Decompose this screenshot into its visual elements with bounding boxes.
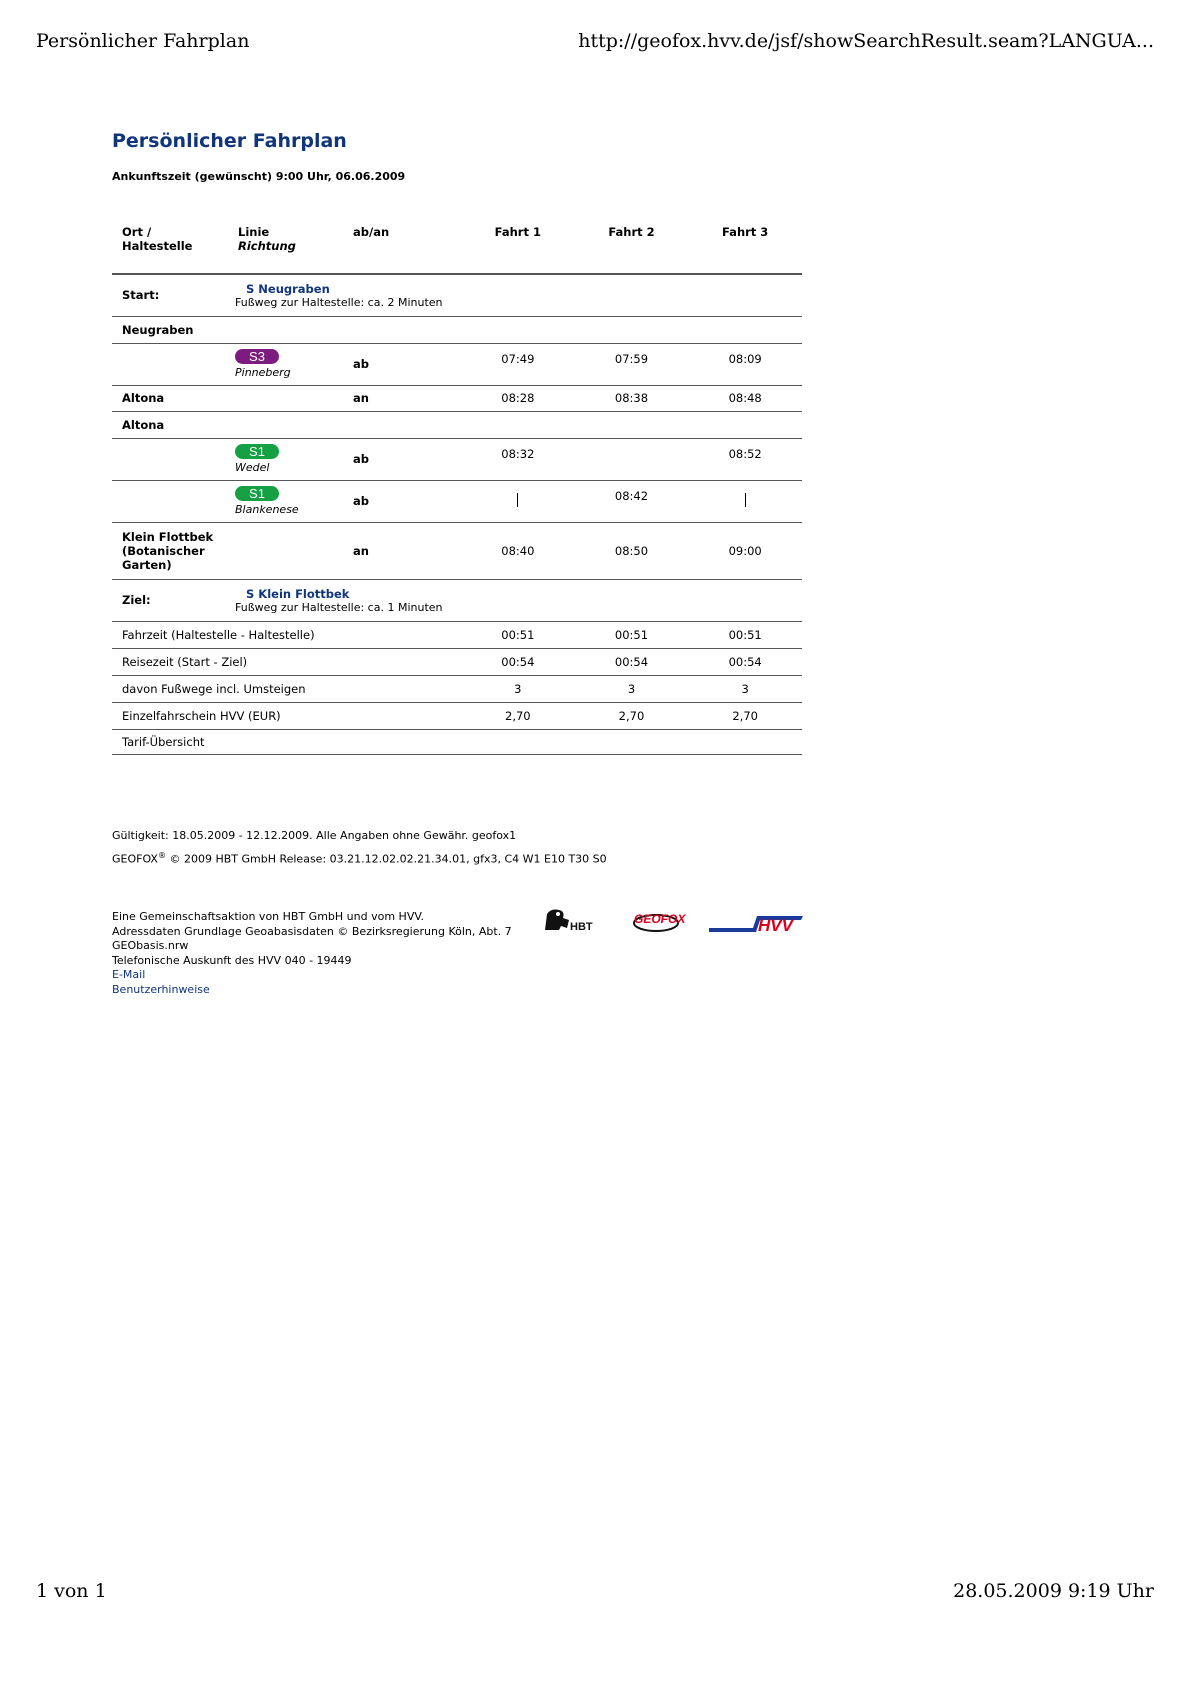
header-row [112, 225, 802, 274]
timetable-content [112, 130, 802, 755]
summary-value: 00:51 [501, 627, 535, 642]
time-cell: 08:52 [728, 446, 762, 461]
start-label: Start: [122, 288, 160, 303]
summary-label: Einzelfahrschein HVV (EUR) [122, 708, 281, 723]
time-cell: 08:50 [614, 543, 649, 558]
ziel-row [112, 579, 802, 621]
summary-row [112, 621, 802, 648]
time-cell: 08:48 [728, 391, 762, 405]
col-fahrt-1: Fahrt 1 [494, 225, 541, 239]
time-cell: 07:49 [501, 351, 535, 366]
aban-label: an [353, 391, 369, 405]
tarif-link[interactable]: Tarif-Übersicht [122, 734, 205, 749]
page-number: 1 von 1 [36, 1580, 107, 1602]
summary-value: 00:51 [728, 627, 762, 642]
hvv-logo-text: HVV [758, 916, 793, 935]
aban-label: ab [353, 357, 369, 371]
stop-name: Klein Flottbek (Botanischer Garten) [122, 529, 214, 572]
summary-label: Reisezeit (Start - Ziel) [122, 654, 248, 669]
partner-logos [543, 906, 803, 936]
ziel-label: Ziel: [122, 593, 151, 607]
time-cell: 09:00 [728, 543, 762, 558]
user-hints-link[interactable]: Benutzerhinweise [112, 982, 210, 996]
stop-name: Altona [122, 391, 165, 405]
email-link[interactable]: E-Mail [112, 968, 146, 981]
timetable [112, 225, 802, 755]
col-aban: ab/an [353, 225, 390, 239]
time-cell: 08:40 [501, 543, 535, 558]
summary-label: davon Fußwege incl. Umsteigen [122, 681, 306, 696]
col-fahrt-3: Fahrt 3 [722, 225, 769, 239]
leg-row [112, 343, 802, 385]
line-badge-s3: S3 [235, 349, 279, 364]
credits-line: Adressdaten Grundlage Geoabasisdaten © Bezirksregierung Köln, Abt. 7 GEObasis.nrw [112, 924, 512, 952]
stop-row [112, 411, 802, 438]
time-cell: 07:59 [614, 351, 649, 366]
leg-row [112, 480, 802, 522]
summary-value: 3 [514, 681, 522, 696]
validity-text: Gültigkeit: 18.05.2009 - 12.12.2009. Alle Angaben ohne Gewähr. geofox1 [112, 829, 517, 842]
direction-label: Wedel [235, 461, 270, 474]
page-title: Persönlicher Fahrplan [112, 130, 347, 152]
credits-line: Telefonische Auskunft des HVV 040 - 19449 [112, 953, 352, 967]
pass-through-marker [688, 480, 802, 522]
arrival-info: Ankunftszeit (gewünscht) 9:00 Uhr, 06.06.2009 [112, 170, 406, 183]
pass-through-marker [461, 480, 575, 522]
hbt-logo [545, 910, 593, 934]
start-walk-info: Fußweg zur Haltestelle: ca. 2 Minuten [235, 295, 443, 309]
credits [112, 910, 532, 997]
summary-label: Fahrzeit (Haltestelle - Haltestelle) [122, 627, 315, 642]
release-text: GEOFOX® © 2009 HBT GmbH Release: 03.21.12.02.02.21.34.01, gfx3, C4 W1 E10 T30 S0 [112, 851, 607, 866]
geofox-logo [634, 912, 686, 931]
hbt-logo-text: HBT [570, 921, 593, 933]
col-fahrt-2: Fahrt 2 [608, 225, 655, 239]
print-url: http://geofox.hvv.de/jsf/showSearchResult.seam?LANGUA... [578, 30, 1154, 52]
summary-value: 2,70 [505, 708, 531, 723]
summary-value: 3 [741, 681, 749, 696]
aban-label: ab [353, 452, 369, 466]
ziel-station-link[interactable]: S Klein Flottbek [246, 586, 350, 601]
hvv-logo [709, 916, 803, 935]
tarif-row [112, 729, 802, 754]
leg-row [112, 438, 802, 480]
time-cell: 08:32 [501, 446, 535, 461]
summary-row [112, 648, 802, 675]
summary-value: 2,70 [732, 708, 758, 723]
start-station-link[interactable]: S Neugraben [246, 281, 330, 296]
time-cell: 08:09 [728, 351, 762, 366]
start-row [112, 274, 802, 316]
ziel-walk-info: Fußweg zur Haltestelle: ca. 1 Minuten [235, 600, 443, 614]
direction-label: Blankenese [235, 503, 299, 516]
arrival-row [112, 385, 802, 411]
summary-value: 00:54 [614, 654, 649, 669]
summary-value: 2,70 [618, 708, 645, 723]
validity-info [112, 826, 607, 870]
summary-value: 00:54 [728, 654, 762, 669]
col-linie: Linie Richtung [238, 225, 296, 253]
line-badge-s1: S1 [235, 444, 279, 459]
summary-value: 3 [627, 681, 636, 696]
print-footer [36, 1580, 1154, 1602]
time-cell: 08:42 [614, 488, 649, 503]
print-datetime: 28.05.2009 9:19 Uhr [953, 1580, 1154, 1602]
time-cell [575, 438, 689, 480]
col-ort: Ort / Haltestelle [122, 225, 193, 253]
print-title: Persönlicher Fahrplan [36, 30, 250, 52]
summary-value: 00:51 [614, 627, 649, 642]
aban-label: ab [353, 494, 369, 508]
credits-line: Eine Gemeinschaftsaktion von HBT GmbH und vom HVV. [112, 910, 424, 923]
summary-value: 00:54 [501, 654, 535, 669]
time-cell: 08:28 [501, 391, 535, 405]
stop-altona: Altona [122, 417, 165, 432]
geofox-logo-text: GEOFOX [634, 912, 686, 926]
aban-label: an [353, 543, 369, 558]
print-header [36, 30, 1154, 52]
direction-label: Pinneberg [235, 366, 291, 379]
stop-row [112, 316, 802, 343]
stop-neugraben: Neugraben [122, 322, 194, 337]
arrival-row [112, 522, 802, 579]
summary-row [112, 675, 802, 702]
time-cell: 08:38 [614, 391, 649, 405]
line-badge-s1: S1 [235, 486, 279, 501]
summary-row [112, 702, 802, 729]
